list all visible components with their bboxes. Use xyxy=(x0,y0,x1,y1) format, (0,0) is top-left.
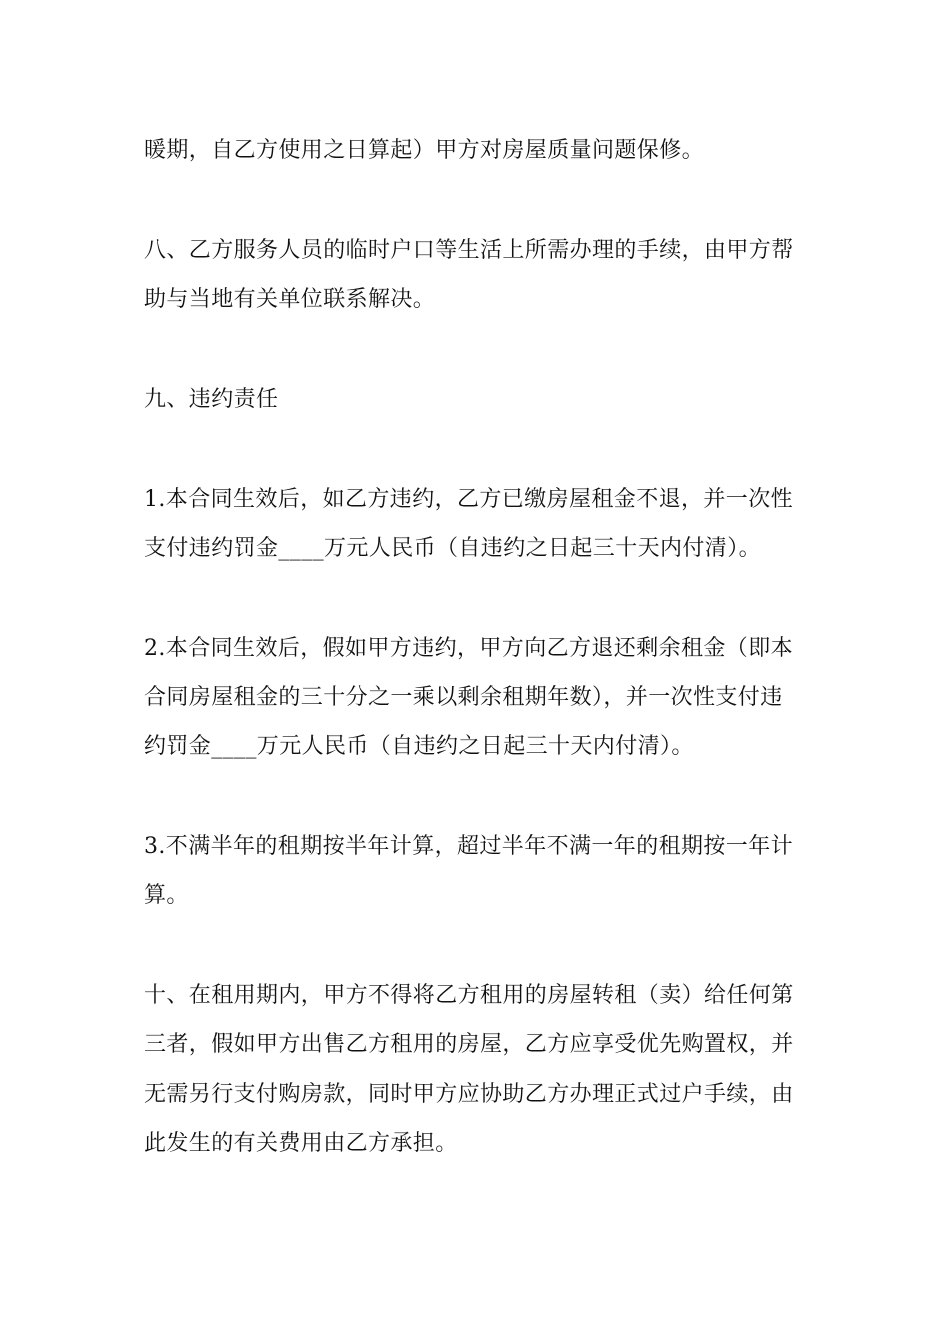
paragraph-article-10-line-3: 无需另行支付购房款，同时甲方应协助乙方办理正式过户手续，由 xyxy=(144,1082,794,1107)
clause-1-line-1: 1.本合同生效后，如乙方违约，乙方已缴房屋租金不退，并一次性 xyxy=(144,487,793,512)
paragraph-article-10-line-2: 三者，假如甲方出售乙方租用的房屋，乙方应享受优先购置权，并 xyxy=(144,1032,794,1057)
paragraph-article-8-line-1: 八、乙方服务人员的临时户口等生活上所需办理的手续，由甲方帮 xyxy=(144,238,794,263)
clause-2-line-1: 2.本合同生效后，假如甲方违约，甲方向乙方退还剩余租金（即本 xyxy=(144,636,793,661)
paragraph-article-10-line-4: 此发生的有关费用由乙方承担。 xyxy=(144,1131,458,1156)
clause-3-line-1: 3.不满半年的租期按半年计算，超过半年不满一年的租期按一年计 xyxy=(144,834,793,859)
paragraph-heating-line-1: 暖期，自乙方使用之日算起）甲方对房屋质量问题保修。 xyxy=(144,138,705,163)
paragraph-article-10-line-1: 十、在租用期内，甲方不得将乙方租用的房屋转租（卖）给任何第 xyxy=(144,983,794,1008)
paragraph-article-8-line-2: 助与当地有关单位联系解决。 xyxy=(144,287,436,312)
clause-3-line-2: 算。 xyxy=(144,883,189,908)
clause-2-line-2: 合同房屋租金的三十分之一乘以剩余租期年数），并一次性支付违 xyxy=(144,685,783,710)
clause-2-line-3: 约罚金____万元人民币（自违约之日起三十天内付清）。 xyxy=(144,734,694,759)
section-title-breach-liability: 九、违约责任 xyxy=(144,387,279,412)
clause-1-line-2: 支付违约罚金____万元人民币（自违约之日起三十天内付清）。 xyxy=(144,536,762,561)
